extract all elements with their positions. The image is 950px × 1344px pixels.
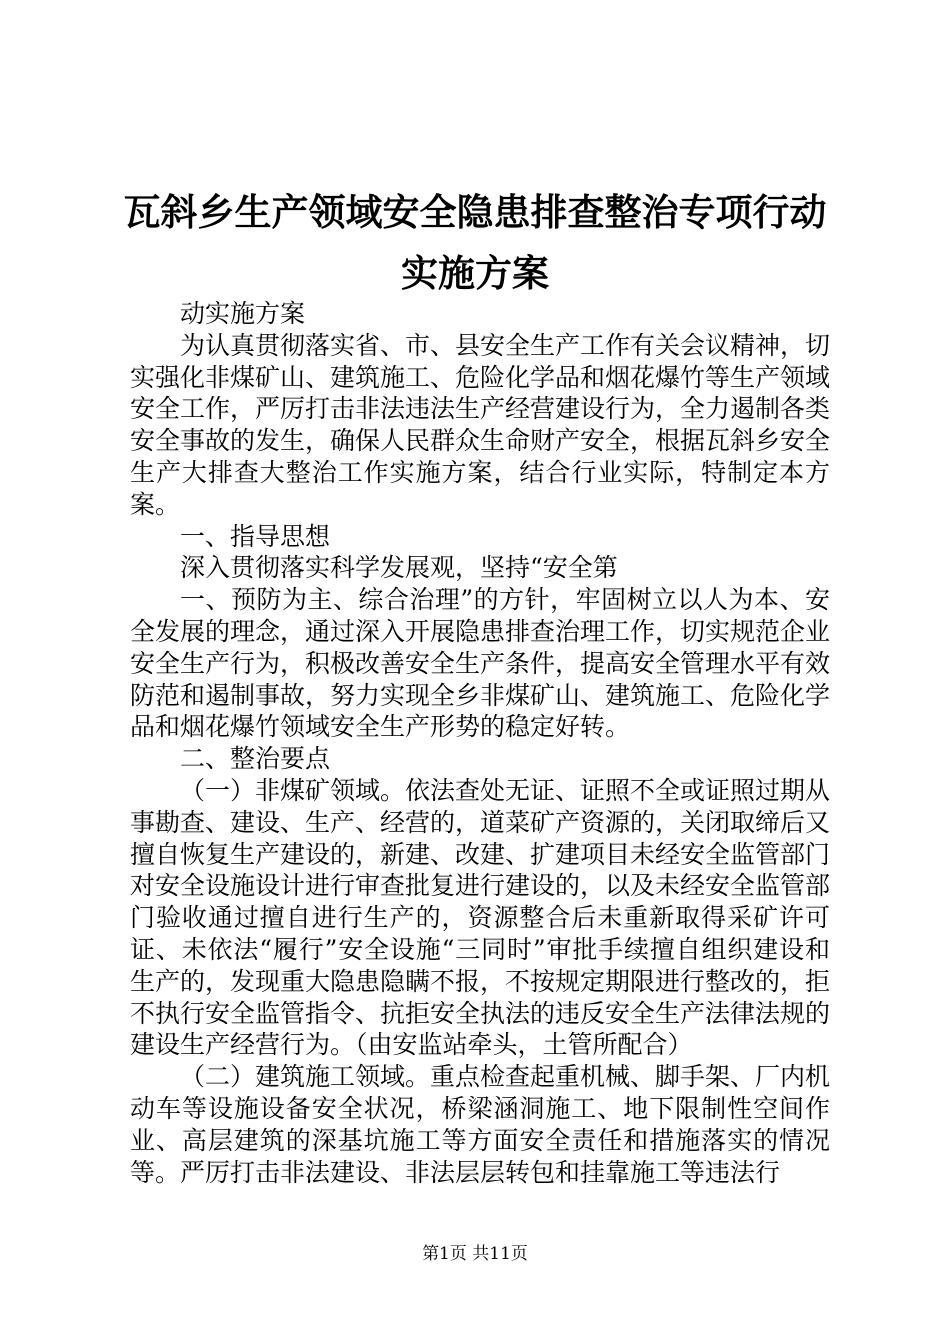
paragraph: （一）非煤矿领域。依法查处无证、证照不全或证照过期从事勘查、建设、生产、经营的，道菜矿产资源的，关闭取缔后又擅自恢复生产建设的，新建、改建、扩建项目未经安全监管部门对安全设施设计进行审查批复进行建设的，以及未经安全监管部门验收通过擅自进行生产的，资源整合后未重新取得采矿许可证、未依法“履行”安全设施“三同时”审批手续擅自组织建设和生产的，发现重大隐患隐瞒不报，不按规定期限进行整改的，拒不执行安全监管指令、抗拒安全执法的违反安全生产法律法规的建设生产经营行为。（由安监站牵头，土管所配合）: [130, 775, 831, 1060]
paragraph: 深入贯彻落实科学发展观，坚持“安全第: [180, 553, 618, 583]
document-body: [130, 298, 830, 1188]
page-footer: 第1页 共11页: [422, 1244, 528, 1264]
section-heading: 二、整治要点: [180, 744, 331, 774]
document-title: 瓦斜乡生产领域安全隐患排查整治专项行动实施方案: [123, 191, 827, 295]
paragraph: 动实施方案: [180, 299, 306, 328]
paragraph: （二）建筑施工领域。重点检查起重机械、脚手架、厂内机动车等设施设备安全状况，桥梁涵洞施工、地下限制性空间作业、高层建筑的深基坑施工等方面安全责任和措施落实的情况等。严厉打击非法建设、非法层层转包和挂靠施工等违法行: [130, 1062, 831, 1187]
section-heading: 一、指导思想: [180, 521, 331, 551]
paragraph: 一、预防为主、综合治理”的方针，牢固树立以人为本、安全发展的理念，通过深入开展隐患排查治理工作，切实规范企业安全生产行为，积极改善安全生产条件，提高安全管理水平有效防范和遏制事故，努力实现全乡非煤矿山、建筑施工、危险化学品和烟花爆竹领域安全生产形势的稳定好转。: [130, 585, 831, 742]
paragraph: 为认真贯彻落实省、市、县安全生产工作有关会议精神，切实强化非煤矿山、建筑施工、危险化学品和烟花爆竹等生产领域安全工作，严厉打击非法违法生产经营建设行为，全力遏制各类安全事故的发生，确保人民群众生命财产安全，根据瓦斜乡安全生产大排查大整治工作实施方案，结合行业实际，特制定本方案。: [130, 330, 831, 519]
